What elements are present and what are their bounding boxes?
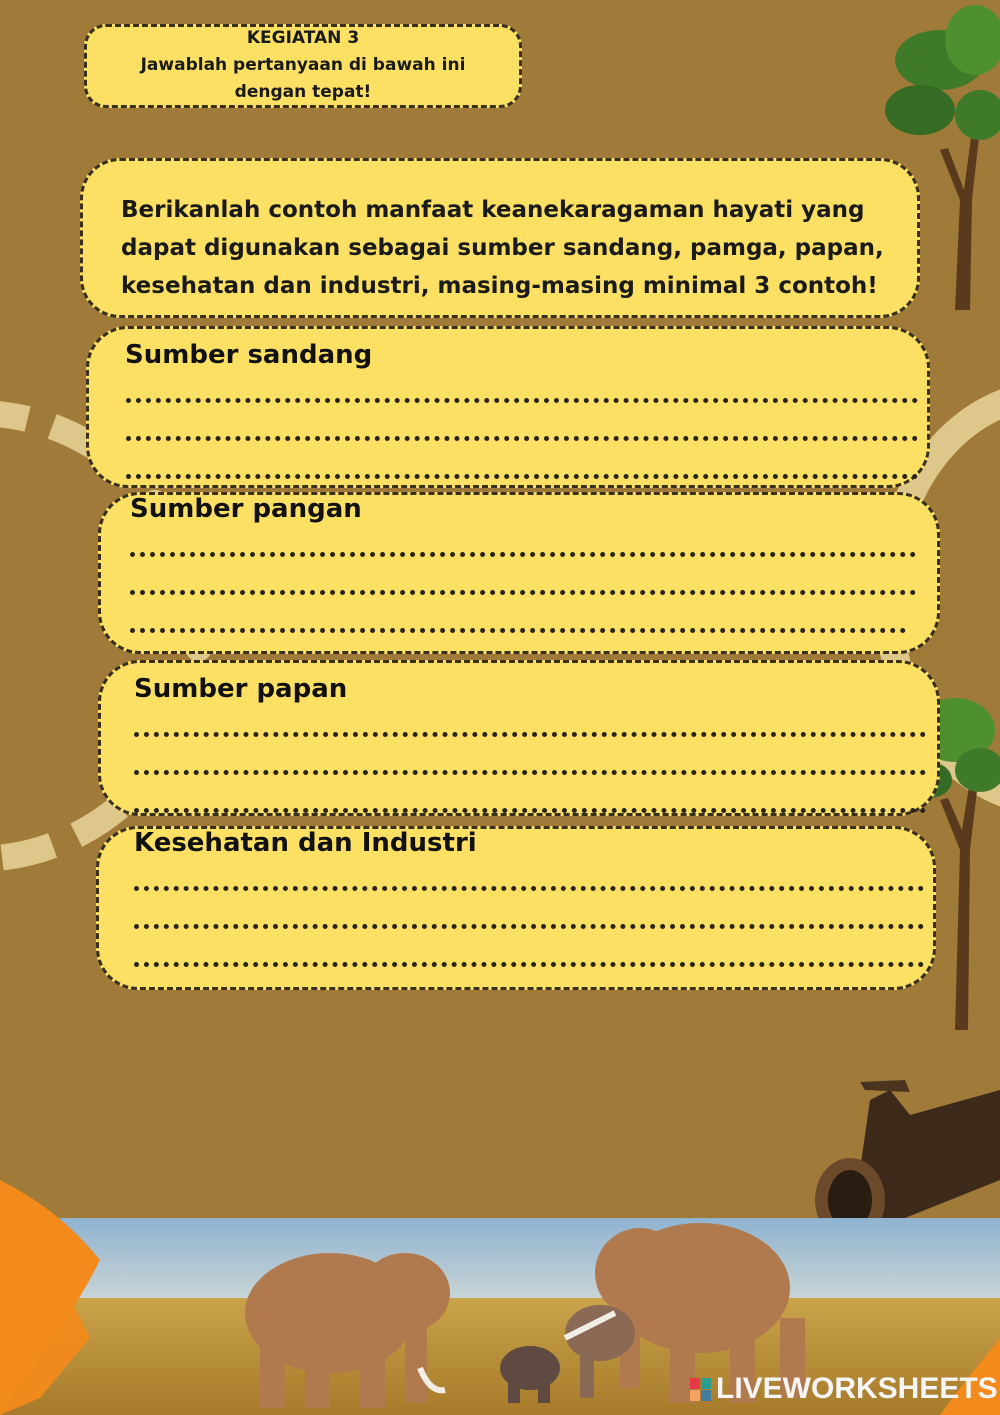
question-box (80, 158, 920, 318)
section-title-papan: Sumber papan (134, 674, 348, 704)
liveworksheets-brand: LIVEWORKSHEETS (716, 1372, 998, 1405)
answer-line[interactable] (134, 770, 926, 775)
activity-header-box (84, 24, 522, 108)
log-illustration (810, 1070, 1000, 1240)
answer-line[interactable] (134, 732, 926, 737)
question-text: Berikanlah contoh manfaat keanekaragaman hayati yang dapat digunakan sebagai sumber sandang, pamga, papan, kesehatan dan industri, masing-masing minimal 3 contoh! (121, 197, 884, 299)
answer-line[interactable] (134, 924, 924, 929)
answer-line[interactable] (134, 962, 924, 967)
answer-line[interactable] (130, 590, 916, 595)
activity-title: KEGIATAN 3 (246, 28, 360, 48)
answer-line[interactable] (126, 436, 918, 441)
activity-instruction: Jawablah pertanyaan di bawah ini dengan tepat! (140, 55, 466, 102)
liveworksheets-logo-icon (690, 1378, 712, 1402)
section-title-kesehatan-industri: Kesehatan dan Industri (134, 828, 477, 858)
answer-line[interactable] (126, 398, 918, 403)
answer-line[interactable] (130, 628, 906, 633)
answer-line[interactable] (134, 886, 924, 891)
section-title-pangan: Sumber pangan (130, 494, 362, 524)
answer-line[interactable] (134, 808, 926, 813)
answer-line[interactable] (126, 474, 918, 479)
answer-line[interactable] (130, 552, 916, 557)
orange-brush-accent (0, 1170, 120, 1415)
section-title-sandang: Sumber sandang (125, 340, 373, 370)
